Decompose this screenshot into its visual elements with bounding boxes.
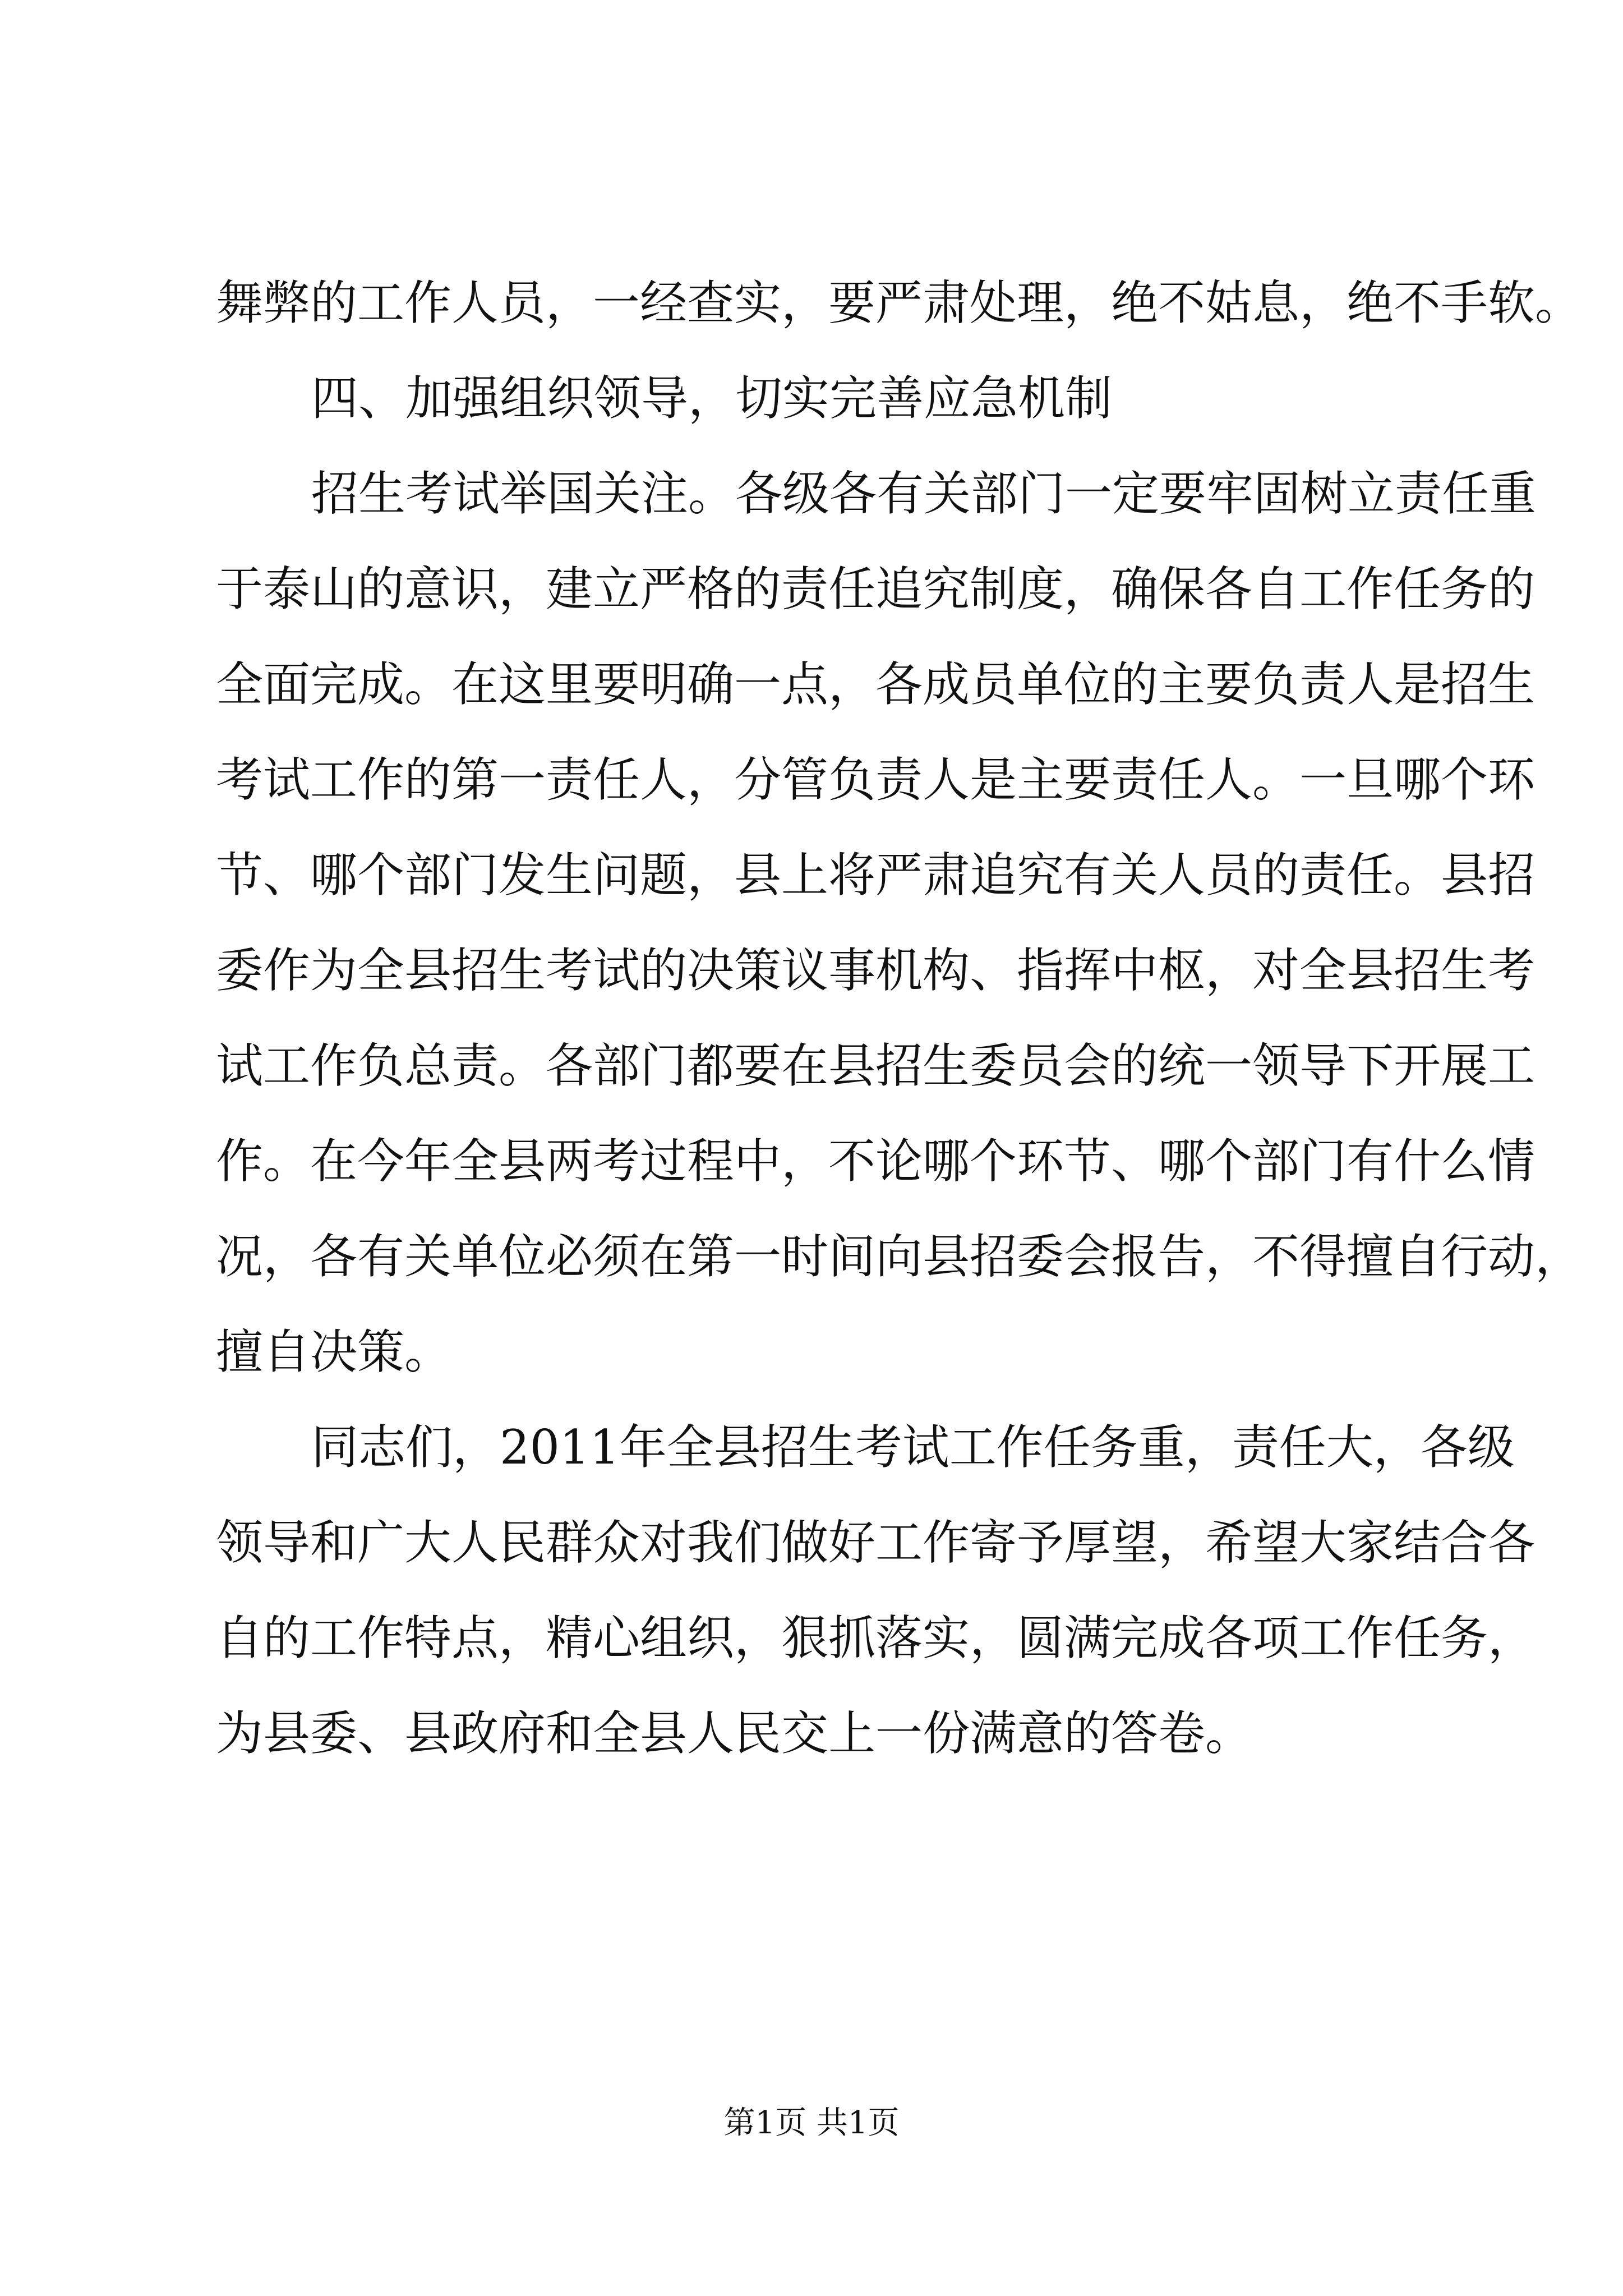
text-line: 于泰山的意识，建立严格的责任追究制度，确保各自工作任务的: [216, 562, 1536, 616]
text-line: 同志们，2011年全县招生考试工作任务重，责任大，各级: [311, 1420, 1515, 1475]
text-line: 为县委、县政府和全县人民交上一份满意的答卷。: [216, 1706, 1253, 1761]
text-line: 考试工作的第一责任人，分管负责人是主要责任人。一旦哪个环: [216, 752, 1536, 807]
section-heading: 四、加强组织领导，切实完善应急机制: [311, 371, 1113, 426]
text-line: 领导和广大人民群众对我们做好工作寄予厚望，希望大家结合各: [216, 1515, 1536, 1570]
document-body: [216, 255, 1583, 1781]
text-line: 况，各有关单位必须在第一时间向县招委会报告，不得擅自行动，: [216, 1229, 1583, 1284]
text-line: 委作为全县招生考试的决策议事机构、指挥中枢，对全县招生考: [216, 943, 1536, 998]
text-line: 自的工作特点，精心组织，狠抓落实，圆满完成各项工作任务，: [216, 1611, 1536, 1665]
text-line: 作。在今年全县两考过程中，不论哪个环节、哪个部门有什么情: [216, 1134, 1536, 1189]
page-number-footer: 第1页 共1页: [723, 2105, 900, 2141]
text-line: 擅自决策。: [216, 1324, 452, 1379]
text-line: 试工作负总责。各部门都要在县招生委员会的统一领导下开展工: [216, 1038, 1536, 1093]
text-line: 舞弊的工作人员，一经查实，要严肃处理，绝不姑息，绝不手软。: [216, 275, 1583, 330]
text-line: 全面完成。在这里要明确一点，各成员单位的主要负责人是招生: [216, 657, 1536, 712]
text-line: 节、哪个部门发生问题，县上将严肃追究有关人员的责任。县招: [216, 848, 1536, 903]
text-line: 招生考试举国关注。各级各有关部门一定要牢固树立责任重: [311, 466, 1537, 521]
